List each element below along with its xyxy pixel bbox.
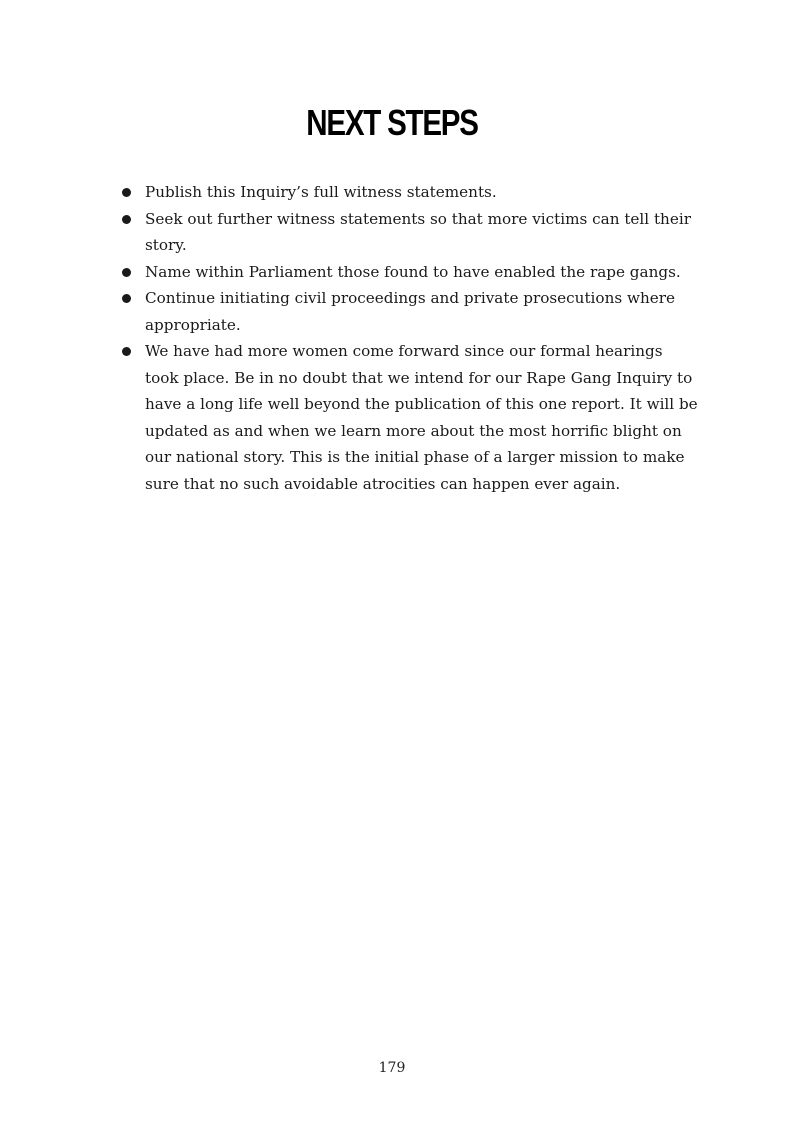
bullet-icon <box>122 215 131 224</box>
page-number: 179 <box>378 1060 406 1076</box>
list-item-text: We have had more women come forward since our formal hearings took place. Be in no doubt that we intend for our Rape Gang Inquiry to have a long life well beyond the publication of this one report. It will be updated as and when we learn more about the most horrific blight on our national story. This is the initial phase of a larger mission to make sure that no such avoidable atrocities can happen ever again. <box>145 342 698 493</box>
list-item-text: Name within Parliament those found to have enabled the rape gangs. <box>145 262 681 281</box>
list-item <box>118 179 698 206</box>
list-item-text: Seek out further witness statements so that more victims can tell their story. <box>145 209 691 254</box>
bullet-icon <box>122 347 131 356</box>
bullet-icon <box>122 294 131 303</box>
list-item <box>118 259 698 286</box>
bullet-icon <box>122 188 131 197</box>
list-item <box>118 206 698 259</box>
next-steps-list <box>118 179 698 497</box>
list-item <box>118 338 698 497</box>
bullet-icon <box>122 268 131 277</box>
page-title: NEXT STEPS <box>306 102 478 143</box>
list-item-text: Publish this Inquiry’s full witness statements. <box>145 183 497 201</box>
list-item-text: Continue initiating civil proceedings and private prosecutions where appropriate. <box>145 289 675 334</box>
list-item <box>118 285 698 338</box>
